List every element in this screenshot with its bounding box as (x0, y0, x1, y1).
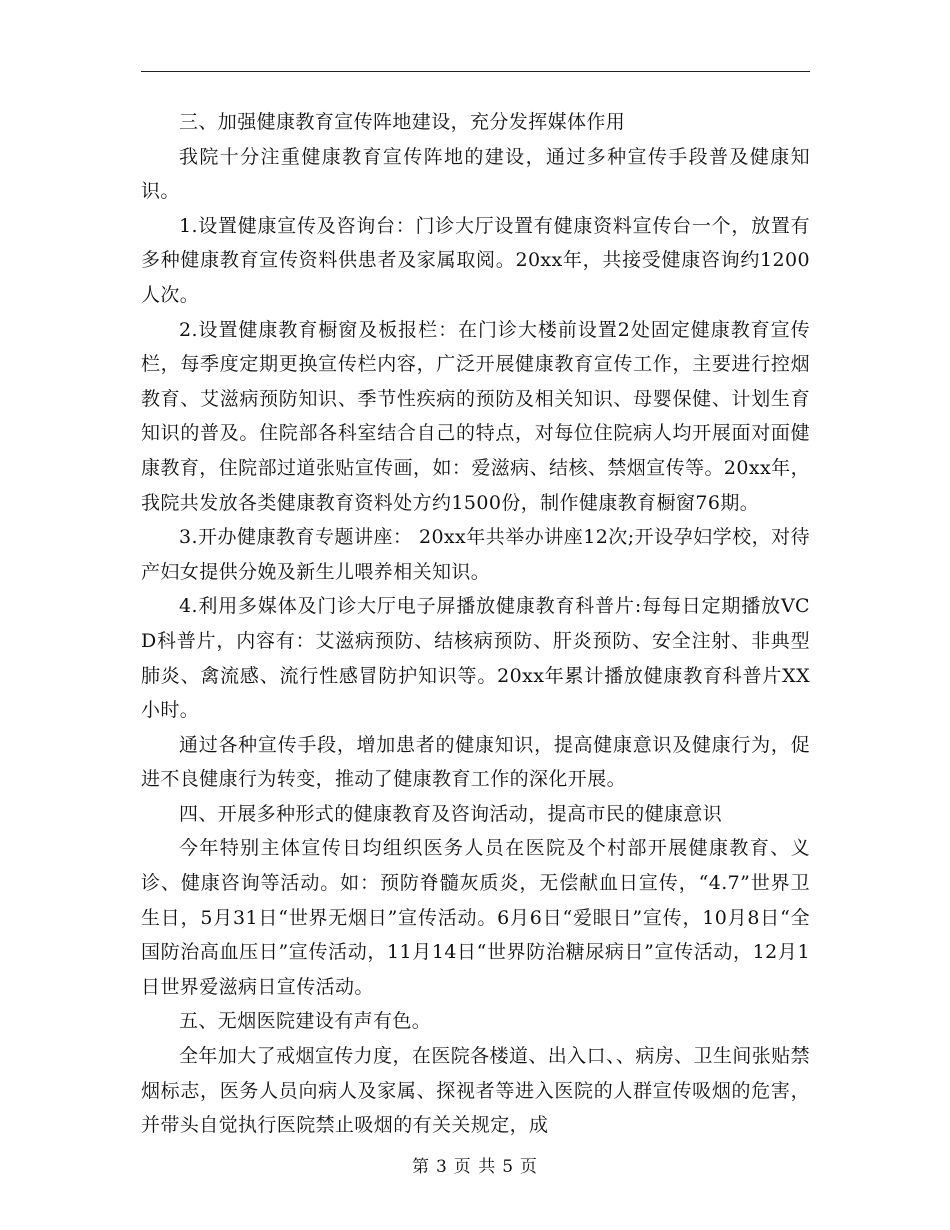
paragraph-smoke-free: 全年加大了戒烟宣传力度，在医院各楼道、出入口、、病房、卫生间张贴禁烟标志，医务人员向病人及家属、探视者等进入医院的人群宣传吸烟的危害，并带头自觉执行医院禁止吸烟的有关关规定，成 (141, 1045, 810, 1137)
paragraph-activities: 今年特别主体宣传日均组织医务人员在医院及个村部开展健康教育、义诊、健康咨询等活动。如：预防脊髓灰质炎，无偿献血日宣传，“4.7”世界卫生日，5月31日“世界无烟日”宣传活动。6月6日“爱眼日”宣传，10月8日“全国防治高血压日”宣传活动，11月14日“世界防治糖尿病日”宣传活动，12月1日世界爱滋病日宣传活动。 (141, 837, 810, 998)
list-item-2: 2.设置健康教育橱窗及板报栏：在门诊大楼前设置2处固定健康教育宣传栏，每季度定期更换宣传栏内容，广泛开展健康教育宣传工作，主要进行控烟教育、艾滋病预防知识、季节性疾病的预防及相关知识、母婴保健、计划生育知识的普及。住院部各科室结合自己的特点，对每位住院病人均开展面对面健康教育，住院部过道张贴宣传画，如：爱滋病、结核、禁烟宣传等。20xx年，我院共发放各类健康教育资料处方约1500份，制作健康教育橱窗76期。 (141, 318, 810, 514)
list-item-4: 4.利用多媒体及门诊大厅电子屏播放健康教育科普片:每每日定期播放VCD科普片，内容有：艾滋病预防、结核病预防、肝炎预防、安全注射、非典型肺炎、禽流感、流行性感冒防护知识等。20xx年累计播放健康教育科普片XX小时。 (141, 595, 810, 722)
page-suffix: 页 (520, 1157, 539, 1177)
list-item-1: 1.设置健康宣传及咨询台：门诊大厅设置有健康资料宣传台一个，放置有多种健康教育宣传资料供患者及家属取阅。20xx年，共接受健康咨询约1200人次。 (141, 214, 810, 306)
section-heading-5: 五、无烟医院建设有声有色。 (179, 1010, 432, 1033)
list-item-3: 3.开办健康教育专题讲座： 20xx年共举办讲座12次;开设孕妇学校，对待产妇女提供分娩及新生儿喂养相关知识。 (141, 526, 810, 583)
page-middle: 页 共 (453, 1157, 497, 1177)
paragraph-summary: 通过各种宣传手段，增加患者的健康知识，提高健康意识及健康行为，促进不良健康行为转变，推动了健康教育工作的深化开展。 (141, 733, 810, 791)
paragraph-intro: 我院十分注重健康教育宣传阵地的建设，通过多种宣传手段普及健康知识。 (141, 145, 810, 203)
header-rule (141, 71, 810, 72)
page-prefix: 第 (411, 1157, 430, 1177)
page-current: 3 (435, 1157, 448, 1177)
section-heading-3: 三、加强健康教育宣传阵地建设，充分发挥媒体作用 (179, 111, 626, 133)
document-body (141, 105, 810, 1143)
page-footer (0, 1152, 950, 1177)
page-total: 5 (502, 1157, 515, 1177)
section-heading-4: 四、开展多种形式的健康教育及咨询活动，提高市民的健康意识 (179, 802, 723, 825)
